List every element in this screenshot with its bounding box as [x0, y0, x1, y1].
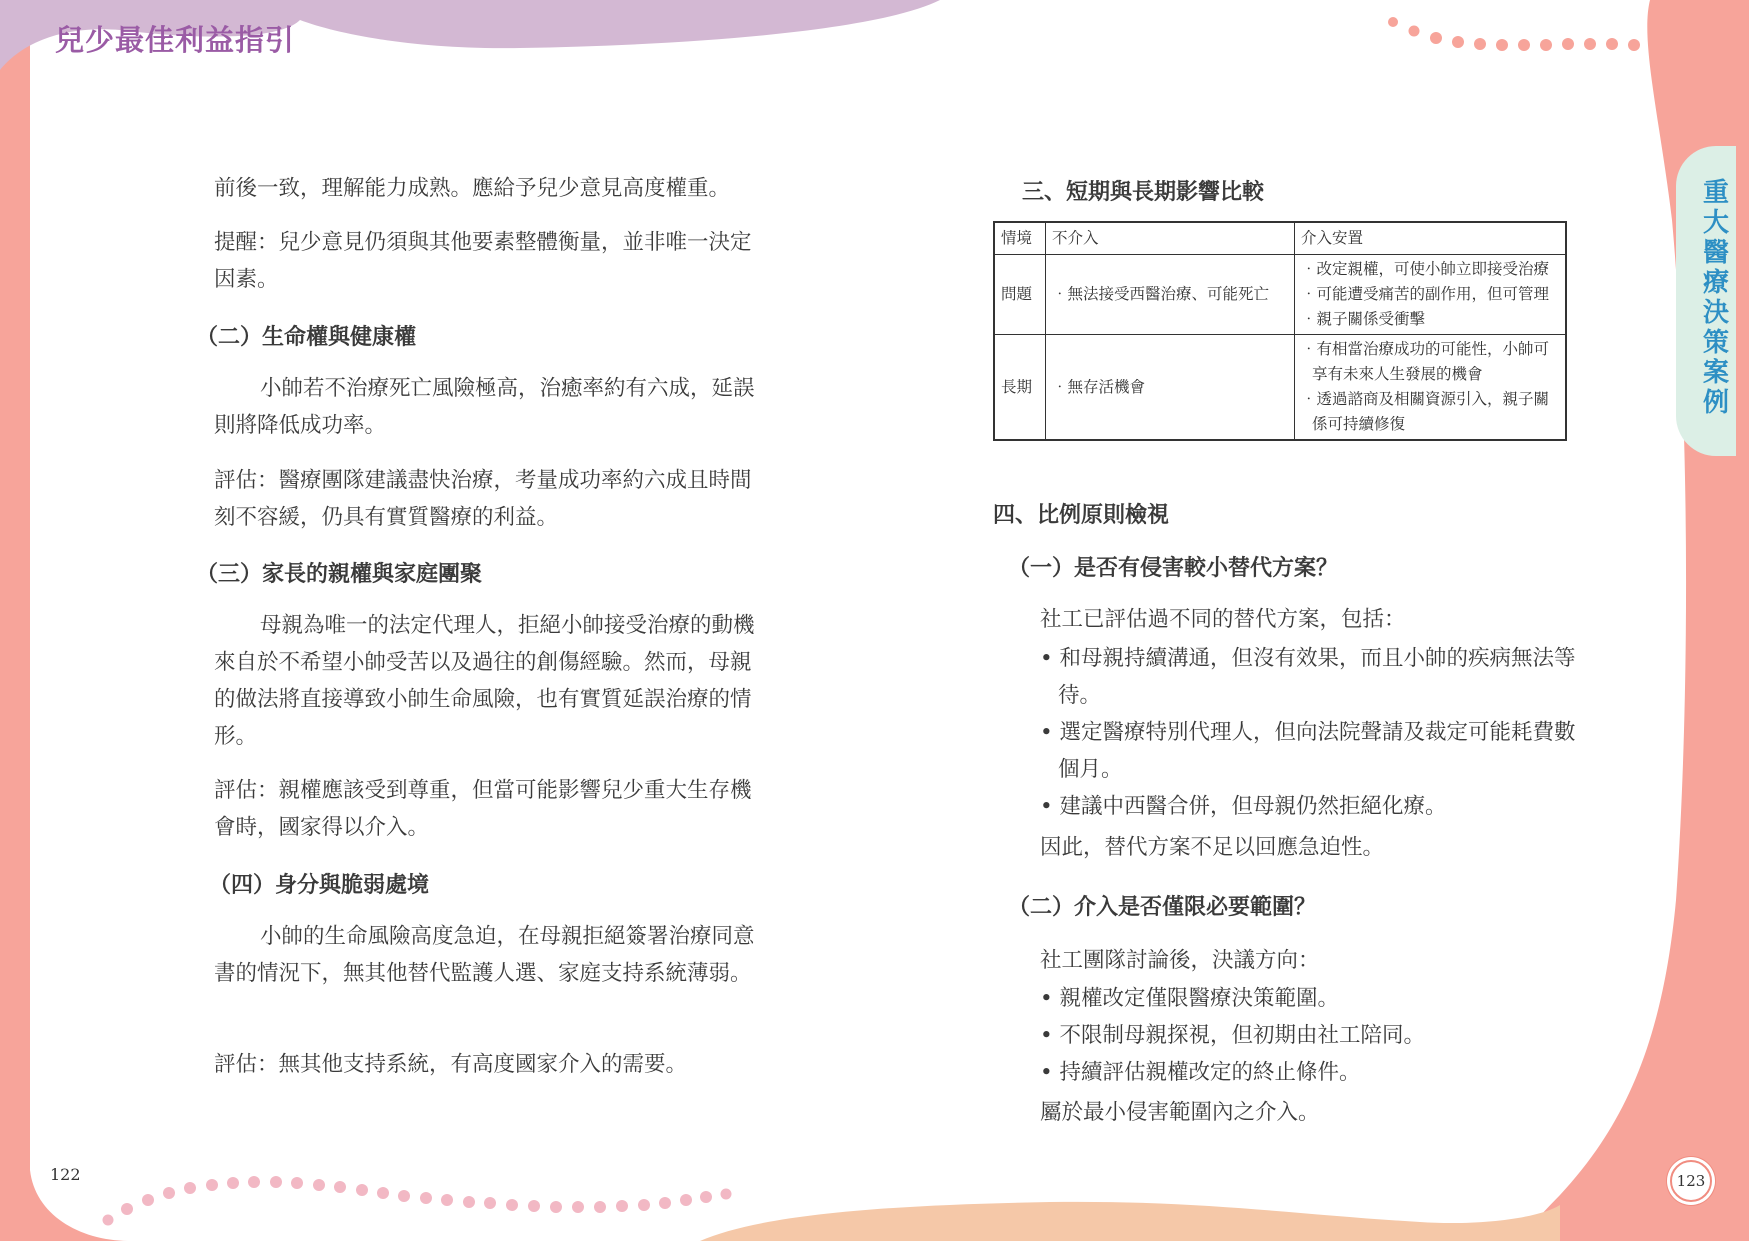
bullet-list — [1040, 980, 1580, 1091]
paragraph: 評估：醫療團隊建議盡快治療，考量成功率約六成且時間刻不容緩，仍具有實質醫療的利益。 — [214, 468, 752, 530]
section-heading: （二）生命權與健康權 — [196, 324, 417, 350]
paragraph: 因此，替代方案不足以回應急迫性。 — [1040, 835, 1385, 860]
list-item: • 親權改定僅限醫療決策範圍。 — [1040, 980, 1580, 1017]
paragraph: 評估：親權應該受到尊重，但當可能影響兒少重大生存機會時，國家得以介入。 — [214, 778, 752, 840]
section-heading: 四、比例原則檢視 — [993, 503, 1170, 528]
chapter-side-tab-label: 重大醫療決策案例 — [1702, 178, 1729, 418]
table-cell-item: ‧可能遭受痛苦的副作用，但可管理 — [1301, 285, 1550, 303]
section-heading: （四）身分與脆弱處境 — [209, 872, 430, 898]
table-header-cell: 不介入 — [1046, 222, 1295, 255]
paragraph: 社工團隊討論後，決議方向： — [1040, 948, 1320, 973]
list-item: • 選定醫療特別代理人，但向法院聲請及裁定可能耗費數個月。 — [1040, 714, 1580, 788]
table-row-label: 問題 — [994, 255, 1046, 335]
table-cell-list — [1295, 255, 1567, 335]
section-heading: 三、短期與長期影響比較 — [1022, 180, 1265, 205]
list-item: • 不限制母親探視，但初期由社工陪同。 — [1040, 1017, 1580, 1054]
table-cell: ‧無存活機會 — [1046, 335, 1295, 441]
comparison-table — [993, 221, 1567, 441]
page-number-right: 123 — [1670, 1160, 1712, 1202]
subsection-heading: （一）是否有侵害較小替代方案？ — [1008, 555, 1339, 581]
paragraph: 屬於最小侵害範圍內之介入。 — [1040, 1100, 1320, 1125]
paragraph: 提醒：兒少意見仍須與其他要素整體衡量，並非唯一決定因素。 — [214, 230, 752, 292]
table-cell-item: ‧有相當治療成功的可能性，小帥可享有未來人生發展的機會 — [1301, 340, 1550, 383]
book-title: 兒少最佳利益指引 — [55, 23, 296, 57]
page-number-left: 122 — [50, 1165, 81, 1184]
paragraph: 社工已評估過不同的替代方案，包括： — [1040, 607, 1406, 632]
table-cell: ‧無法接受西醫治療、可能死亡 — [1046, 255, 1295, 335]
table-row — [994, 335, 1566, 441]
table-row — [994, 255, 1566, 335]
list-item: • 和母親持續溝通，但沒有效果，而且小帥的疾病無法等待。 — [1040, 640, 1580, 714]
table-cell-item: ‧改定親權，可使小帥立即接受治療 — [1301, 260, 1550, 278]
table-header-cell: 情境 — [994, 222, 1046, 255]
paragraph: 小帥若不治療死亡風險極高，治癒率約有六成，延誤則將降低成功率。 — [214, 376, 755, 438]
table-header-cell: 介入安置 — [1295, 222, 1567, 255]
paragraph: 前後一致，理解能力成熟。應給予兒少意見高度權重。 — [214, 176, 731, 201]
subsection-heading: （二）介入是否僅限必要範圍？ — [1008, 894, 1317, 920]
section-heading: （三）家長的親權與家庭團聚 — [196, 561, 483, 587]
paragraph: 母親為唯一的法定代理人，拒絕小帥接受治療的動機來自於不希望小帥受苦以及過往的創傷經驗。然而，母親的做法將直接導致小帥生命風險，也有實質延誤治療的情形。 — [214, 613, 755, 749]
table-cell-list — [1295, 335, 1567, 441]
paragraph: 小帥的生命風險高度急迫，在母親拒絕簽署治療同意書的情況下，無其他替代監護人選、家庭支持系統薄弱。 — [214, 924, 755, 986]
table-header-row — [994, 222, 1566, 255]
list-item: • 持續評估親權改定的終止條件。 — [1040, 1054, 1580, 1091]
list-item: • 建議中西醫合併，但母親仍然拒絕化療。 — [1040, 788, 1580, 825]
table-cell-item: ‧親子關係受衝擊 — [1301, 310, 1426, 328]
paragraph: 評估：無其他支持系統，有高度國家介入的需要。 — [214, 1052, 688, 1077]
table-row-label: 長期 — [994, 335, 1046, 441]
bullet-list — [1040, 640, 1580, 825]
table-cell-item: ‧透過諮商及相關資源引入，親子關係可持續修復 — [1301, 390, 1550, 433]
